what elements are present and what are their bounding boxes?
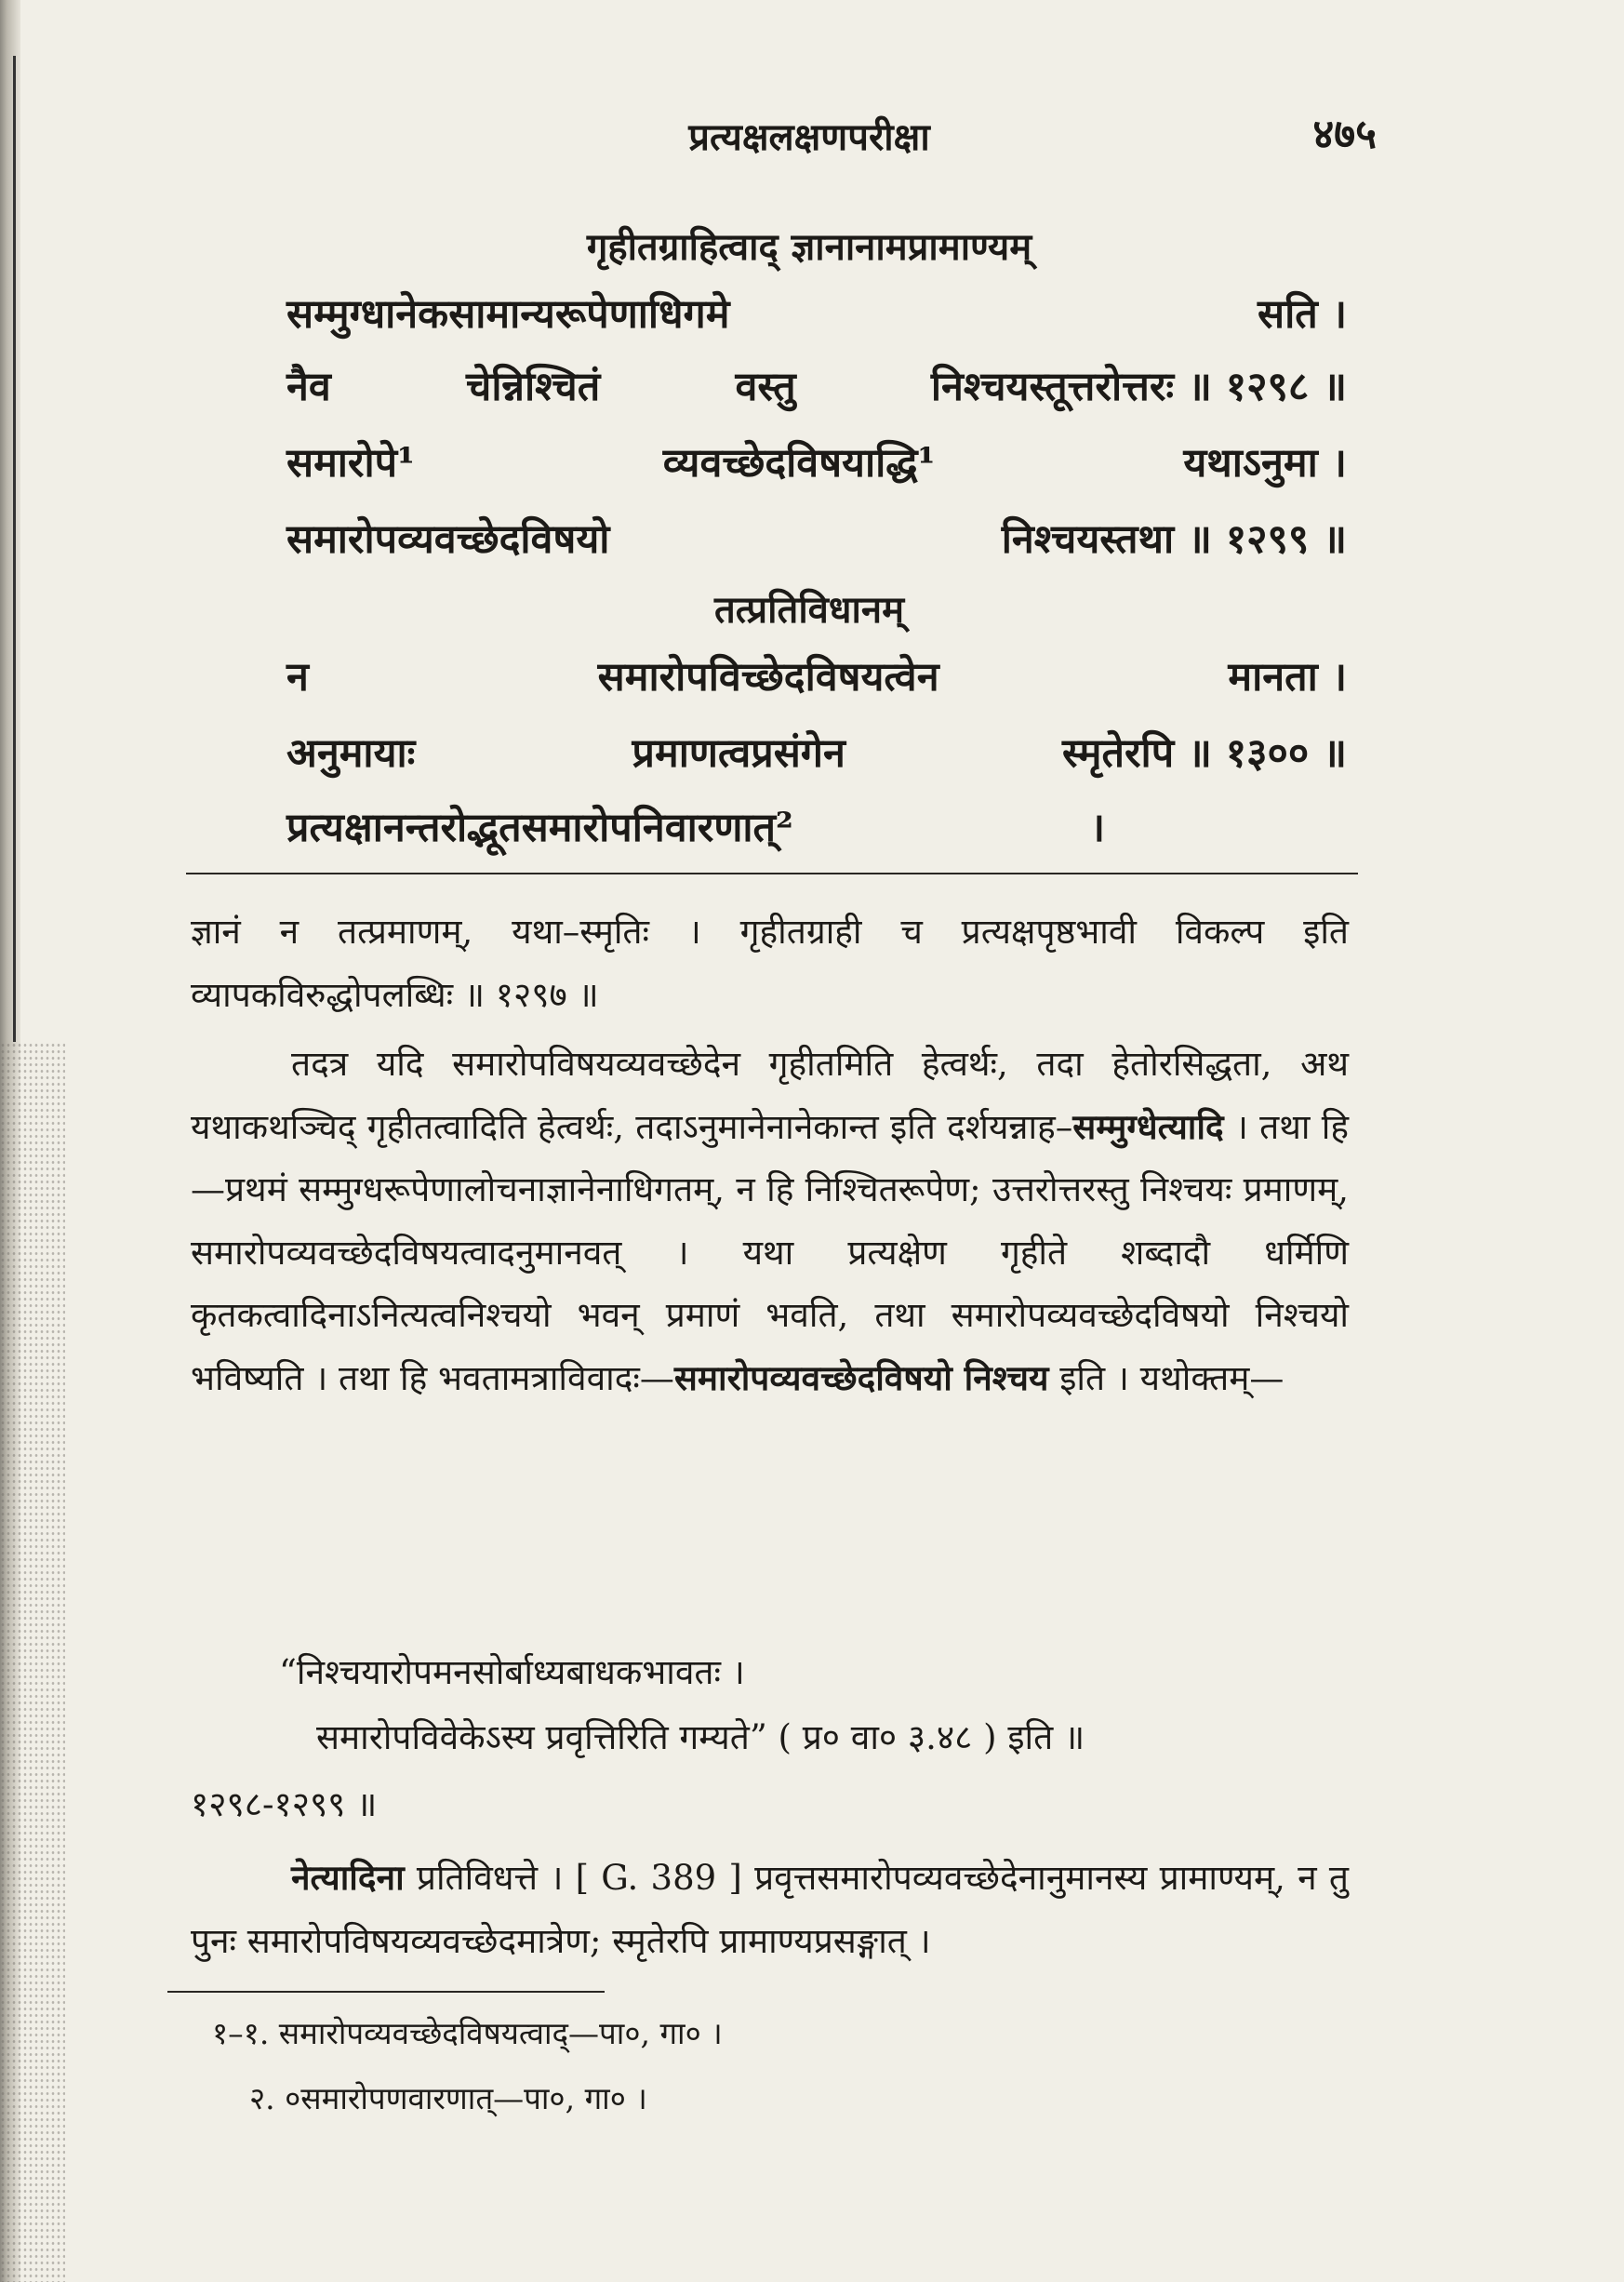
commentary-paragraph: [191, 1847, 1349, 1972]
verse-word: चेन्निश्चितं: [466, 364, 601, 410]
verse-section-title: गृहीतग्राहित्वाद् ज्ञानानामप्रामाण्यम्: [586, 225, 1032, 269]
footnote: २. ०समारोपणवारणात्—पा०, गा० ।: [249, 2080, 647, 2116]
verse-word: समारोपविच्छेदविषयत्वेन: [597, 654, 939, 701]
commentary-text: तदत्र यदि समारोपविषयव्यवच्छेदेन गृहीतमिति हेत्वर्थः, तदा हेतोरसिद्धता, अथ यथाकथञ्चिद् गृहीतत्वादिति हेत्वर्थः, तदाऽनुमानेनानेकान्त इति दर्शयन्नाह–: [191, 1044, 1349, 1147]
quotation-reference: १२९८-१२९९ ॥: [191, 1784, 378, 1824]
verse-line: [286, 357, 1347, 412]
verse-word: यथाऽनुमा ।: [1183, 440, 1347, 487]
verse-word: व्यवच्छेदविषयाद्धि¹: [662, 440, 936, 487]
verse-word: ।: [1089, 805, 1105, 851]
verse-word: सति ।: [1258, 291, 1347, 338]
verse-word: निश्चयस्तथा ॥ १२९९ ॥: [1001, 516, 1347, 563]
verse-word: प्रत्यक्षानन्तरोद्भूतसमारोपनिवारणात्²: [286, 805, 793, 851]
verse-line: [286, 434, 1347, 488]
commentary-paragraph: [191, 1033, 1349, 1409]
verse-line: [286, 510, 1347, 565]
verse-word: निश्चयस्तूत्तरोत्तरः ॥ १२९८ ॥: [930, 364, 1347, 410]
verse-word: समारोपव्यवच्छेदविषयो: [286, 516, 610, 563]
verse-line: [286, 724, 1347, 779]
quotation-line: समारोपविवेकेऽस्य प्रवृत्तिरिति गम्यते” ( प्र० वा० ३.४८ ) इति ॥: [316, 1717, 1085, 1757]
commentary-text: इति । यथोक्तम्—: [1048, 1357, 1285, 1398]
rebuttal-title: तत्प्रतिविधानम्: [714, 588, 904, 632]
commentary-text: । तथा हि—प्रथमं सम्मुग्धरूपेणालोचनाज्ञानेनाधिगतम्, न हि निश्चितरूपेण; उत्तरोत्तरस्तु निश्चयः प्रमाणम्, समारोपव्यवच्छेदविषयत्वादनुमानवत् । यथा प्रत्यक्षेण गृहीते शब्दादौ धर्मिणि कृतकत्वादिनाऽनित्यत्वनिश्चयो भवन् प्रमाणं भवति, तथा समारोपव्यवच्छेदविषयो निश्चयो भविष्यति । तथा हि भवतामत्राविवादः—: [191, 1106, 1349, 1398]
verse-word: नैव: [286, 364, 331, 410]
quotation-line: “निश्चयारोपमनसोर्बाध्यबाधकभावतः ।: [279, 1652, 745, 1692]
verse-word: अनुमायाः: [286, 730, 416, 777]
footnote: १–१. समारोपव्यवच्छेदविषयत्वाद्—पा०, गा० ।: [212, 2015, 723, 2051]
page-header-title: प्रत्यक्षलक्षणपरीक्षा: [688, 115, 930, 159]
verse-line: [286, 647, 1347, 702]
verse-word: वस्तु: [735, 364, 796, 410]
verse-word: समारोपे¹: [286, 440, 415, 487]
verse-line: [286, 798, 1105, 853]
commentary-line: व्यापकविरुद्धोपलब्धिः ॥ १२९७ ॥: [191, 974, 599, 1015]
verse-word: प्रमाणत्वप्रसंगेन: [632, 730, 845, 777]
page-number: ४७५: [1312, 111, 1377, 158]
scan-binding-line: [13, 56, 16, 1042]
commentary-text: प्रतिविधत्ते । [ G. 389 ] प्रवृत्तसमारोपव्यवच्छेदेनानुमानस्य प्रामाण्यम्, न तु पुनः समारोपविषयव्यवच्छेदमात्रेण; स्मृतेरपि प्रामाण्यप्रसङ्गात् ।: [191, 1858, 1349, 1961]
commentary-keyword: सम्मुग्धेत्यादि: [1072, 1105, 1224, 1147]
commentary-line: ज्ञानं न तत्प्रमाणम्, यथा–स्मृतिः । गृहीतग्राही च प्रत्यक्षपृष्ठभावी विकल्प इति: [191, 912, 1349, 952]
verse-word: मानता ।: [1228, 654, 1347, 701]
verse-word: न: [286, 654, 309, 701]
commentary-keyword: समारोपव्यवच्छेदविषयो निश्चय: [673, 1356, 1049, 1398]
verse-line: [286, 285, 1347, 340]
verse-word: स्मृतेरपि ॥ १३०० ॥: [1062, 730, 1347, 777]
footnote-divider: [167, 1991, 605, 1993]
verse-word: सम्मुग्धानेकसामान्यरूपेणाधिगमे: [286, 291, 730, 338]
section-divider: [186, 873, 1358, 874]
commentary-keyword: नेत्यादिना: [291, 1857, 405, 1898]
scan-noise: [0, 1042, 65, 2282]
commentary-paragraph: [191, 901, 1349, 1026]
